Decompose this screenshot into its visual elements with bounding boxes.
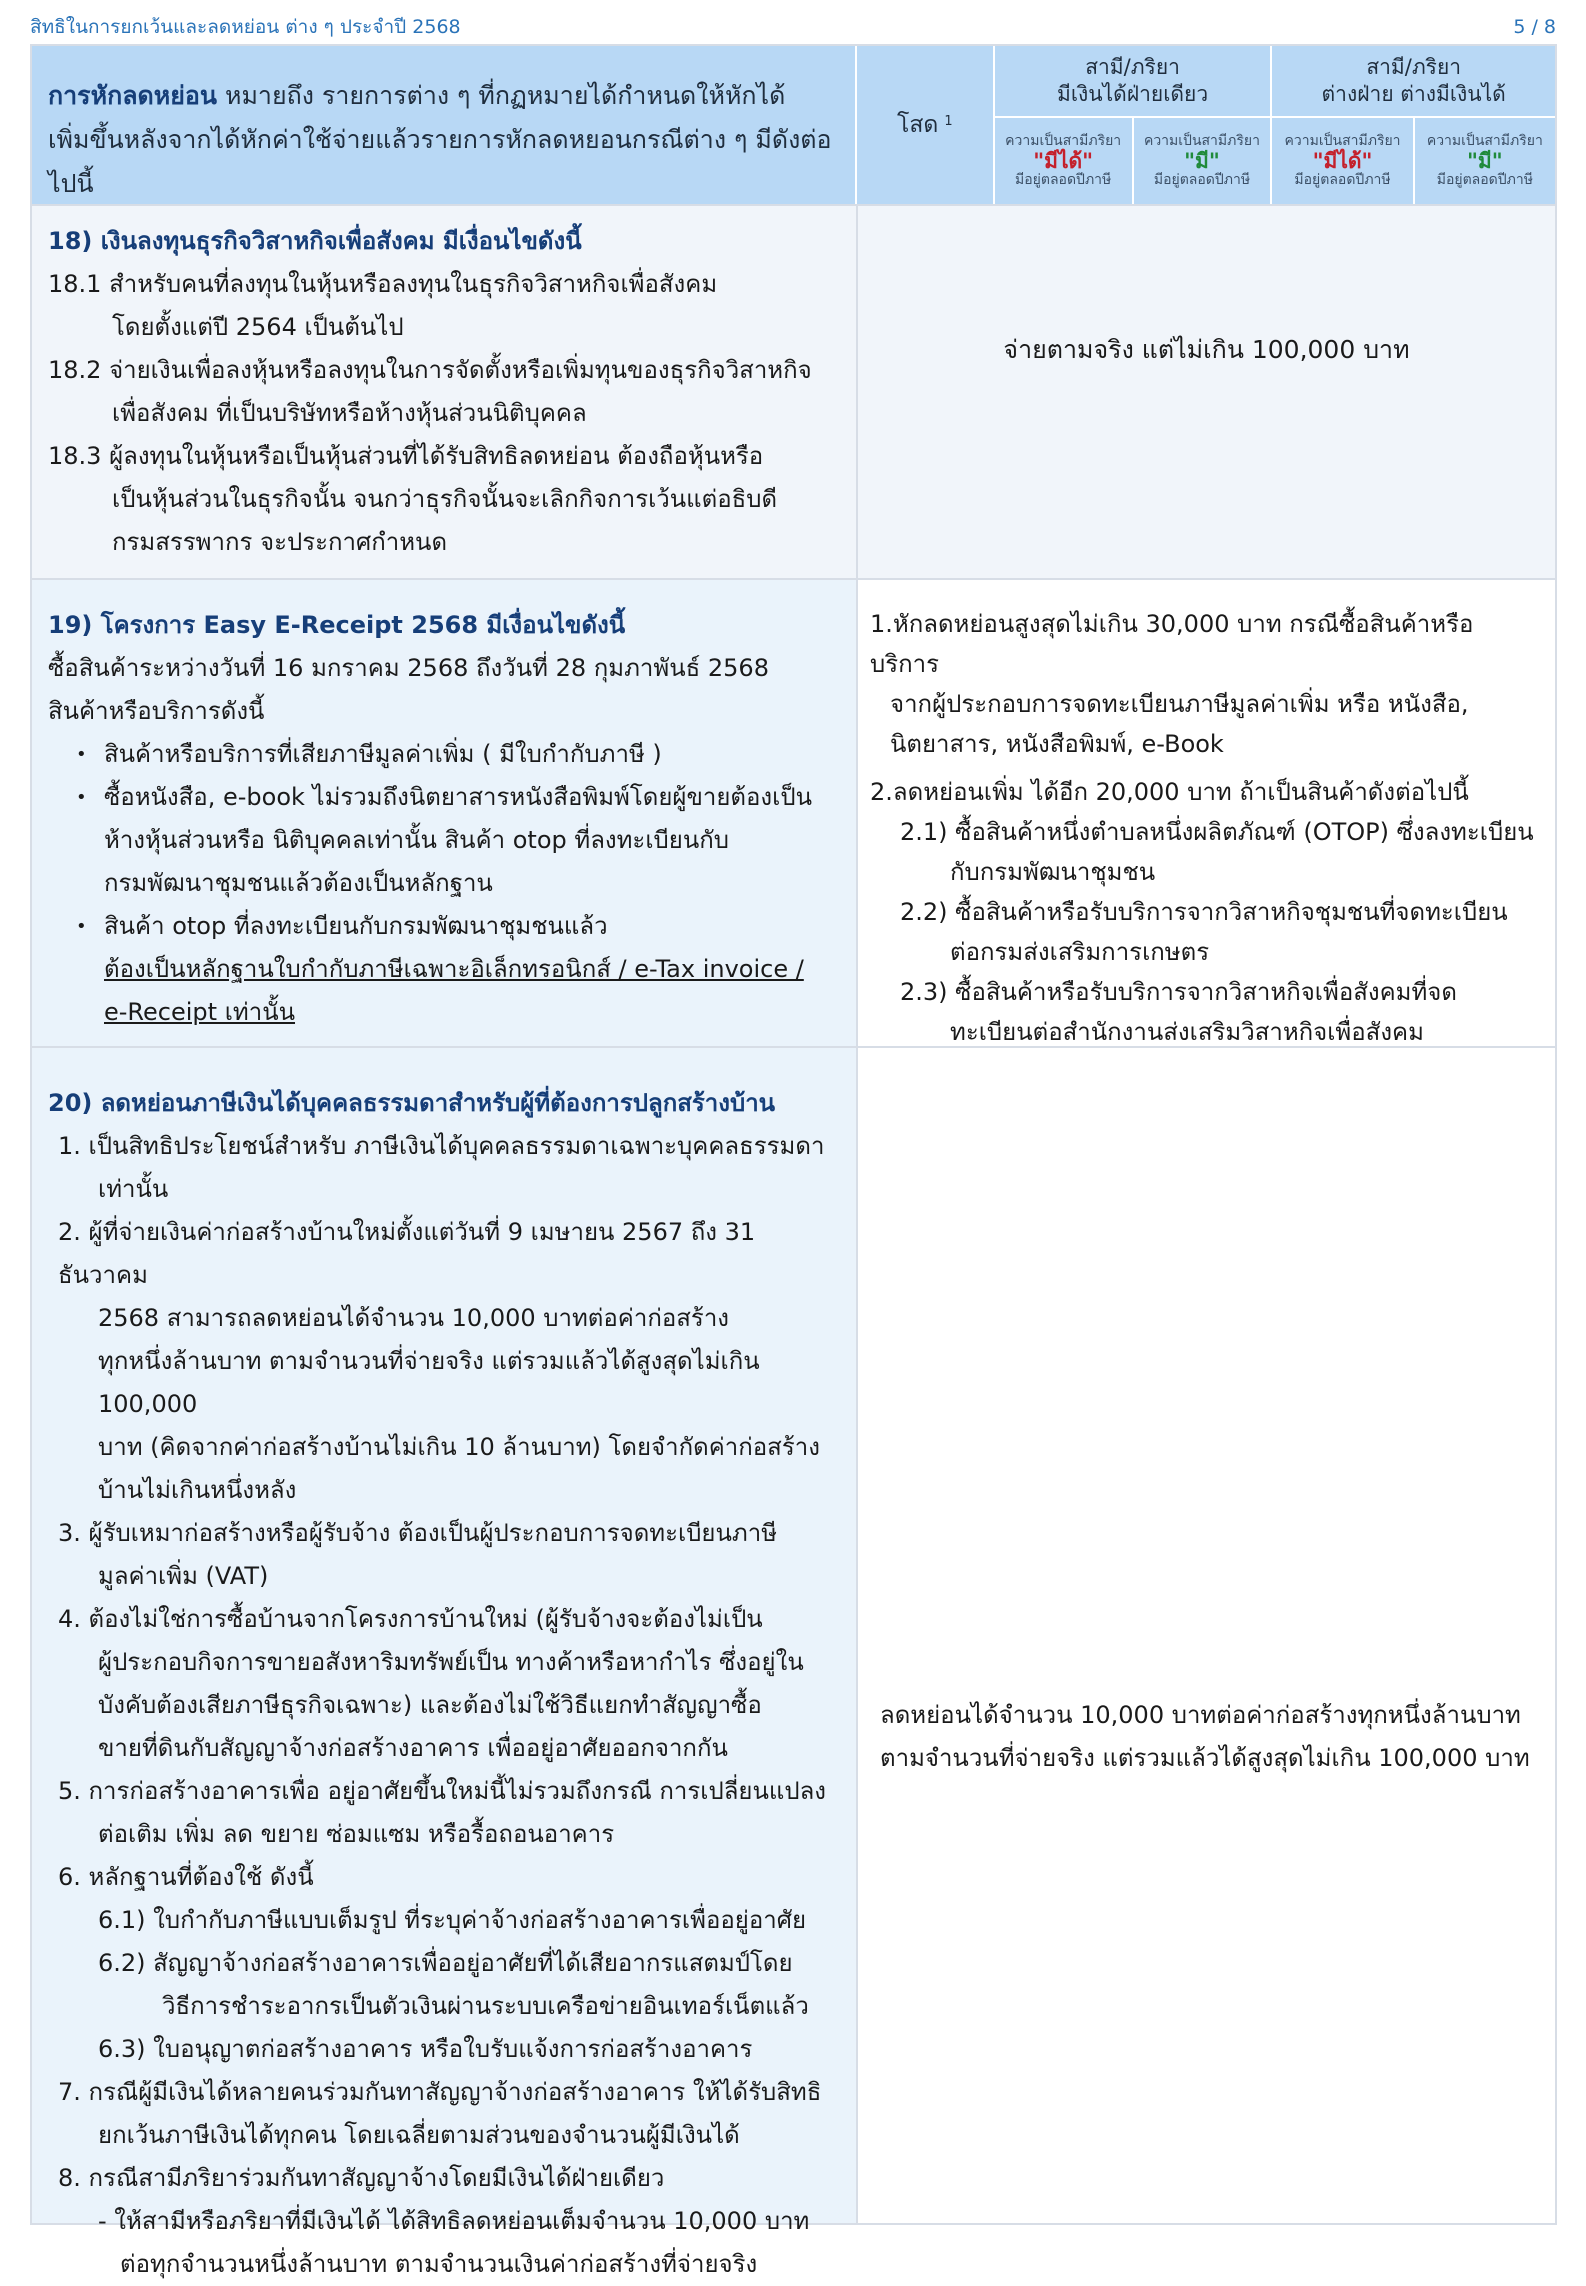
- subcolumn-married-full-year: ความเป็นสามีภริยา "มีได้" มีอยู่ตลอดปีภาษี: [995, 118, 1134, 204]
- section-19-bullets: [48, 733, 838, 1034]
- section-19-row: [32, 580, 1555, 1048]
- group1-title-line2: มีเงินได้ฝ่ายเดียว: [1056, 82, 1209, 106]
- mark-yes: "มี": [1466, 149, 1503, 173]
- single-footnote: 1: [944, 113, 953, 129]
- section-18-title: 18) เงินลงทุนธุรกิจวิสาหกิจเพื่อสังคม มีเงื่อนไขดังนี้: [48, 227, 582, 255]
- subcolumn-married-full-year: ความเป็นสามีภริยา "มีได้" มีอยู่ตลอดปีภาษี: [1272, 118, 1414, 204]
- intro-line2: เพิ่มขึ้นหลังจากได้หักค่าใช้จ่ายแล้วรายการหักลดหยอนกรณีต่าง ๆ มีดังต่อไปนี้: [48, 125, 832, 198]
- section-20-list: 1. เป็นสิทธิประโยชน์สำหรับ ภาษีเงินได้บุคคลธรรมดาเฉพาะบุคคลธรรมดา เท่านั้น 2. ผู้ที่จ่ายเงินค่าก่อสร้างบ้านใหม่ตั้งแต่วันที่ 9 เมษายน 2567 ถึง 31 ธันวาคม 2568 สามารถลดหย่อนได้จำนวน 10,000 บาทต่อค่าก่อสร้าง ทุกหนึ่งล้านบาท ตามจำนวนที่จ่ายจริง แต่รวมแล้วได้สูงสุดไม่เกิน 100,000 บาท (คิดจากค่าก่อสร้างบ้านไม่เกิน 10 ล้านบาท) โดยจำกัดค่าก่อสร้าง บ้านไม่เกินหนึ่งหลัง 3. ผู้รับเหมาก่อสร้างหรือผู้รับจ้าง ต้องเป็นผู้ประกอบการจดทะเบียนภาษี มูลค่าเพิ่ม (VAT) 4. ต้องไม่ใช่การซื้อบ้านจากโครงการบ้านใหม่ (ผู้รับจ้างจะต้องไม่เป็น ผู้ประกอบกิจการขายอสังหาริมทรัพย์เป็น ทางค้าหรือหากำไร ซึ่งอยู่ใน บังคับต้องเสียภาษีธุรกิจเฉพาะ) และต้องไม่ใช้วิธีแยกทำสัญญาซื้อ ขายที่ดินกับสัญญาจ้างก่อสร้างอาคาร เพื่ออยู่อาศัยออกจากกัน 5. การก่อสร้างอาคารเพื่อ อยู่อาศัยขึ้นใหม่นี้ไม่รวมถึงกรณี การเปลี่ยนแปลง ต่อเติม เพิ่ม ลด ขยาย ซ่อมแซม หรือรื้อถอนอาคาร 6. หลักฐานที่ต้องใช้ ดังนี้ 6.1) ใบกำกับภาษีแบบเต็มรูป ที่ระบุค่าจ้างก่อสร้างอาคารเพื่ออยู่อาศัย 6.2) สัญญาจ้างก่อสร้างอาคารเพื่ออยู่อาศัยที่ได้เสียอากรแสตมป์โดย วิธีการชำระอากรเป็นตัวเงินผ่านระบบเครือข่ายอินเทอร์เน็ตแล้ว 6.3) ใบอนุญาตก่อสร้างอาคาร หรือใบรับแจ้งการก่อสร้างอาคาร 7. กรณีผู้มีเงินได้หลายคนร่วมกันทาสัญญาจ้างก่อสร้างอาคาร ให้ได้รับสิทธิ ยกเว้นภาษีเงินได้ทุกคน โดยเฉลี่ยตามส่วนของจำนวนผู้มีเงินได้ 8. กรณีสามีภริยาร่วมกันทาสัญญาจ้างโดยมีเงินได้ฝ่ายเดียว - ให้สามีหรือภริยาที่มีเงินได้ ได้สิทธิลดหย่อนเต็มจำนวน 10,000 บาท ต่อทุกจำนวนหนึ่งล้านบาท ตามจำนวนเงินค่าก่อสร้างที่จ่ายจริง: [58, 1132, 827, 2278]
- intro-term: การหักลดหย่อน: [48, 81, 218, 110]
- mark-yes-full: "มีได้": [1312, 149, 1373, 173]
- page-header: [30, 12, 1556, 42]
- column-single: [857, 46, 995, 204]
- section-19-details: 19) โครงการ Easy E-Receipt 2568 มีเงื่อนไขดังนี้ ซื้อสินค้าระหว่างวันที่ 16 มกราคม 2568 ถึงวันที่ 28 กุมภาพันธ์ 2568 สินค้าหรือบริการดังนี้ • สินค้าหรือบริการที่เสียภาษีมูลค่าเพิ่ม ( มีใบกำกับภาษี ) • ซื้อหนังสือ, e-book ไม่รวมถึงนิตยาสารหนังสือพิมพ์โดยผู้ขายต้องเป็น ห้างหุ้นส่วนหรือ นิติบุคคลเท่านั้น สินค้า otop ที่ลงทะเบียนกับ กรมพัฒนาชุมชนแล้วต้องเป็นหลักฐาน • สินค้า otop ที่ลงทะเบียนกับกรมพัฒนาชุมชนแล้ว ต้องเป็นหลักฐานใบกำกับภาษีเฉพาะอิเล็กทรอนิกส์ / e-Tax invoice / e-Receipt เท่านั้น: [32, 580, 858, 1046]
- section-19-amount: 1.หักลดหย่อนสูงสุดไม่เกิน 30,000 บาท กรณีซื้อสินค้าหรือบริการ จากผู้ประกอบการจดทะเบียนภาษีมูลค่าเพิ่ม หรือ หนังสือ, นิตยาสาร, หนังสือพิมพ์, e-Book 2.ลดหย่อนเพิ่ม ได้อีก 20,000 บาท ถ้าเป็นสินค้าดังต่อไปนี้ 2.1) ซื้อสินค้าหนึ่งตำบลหนึ่งผลิตภัณฑ์ (OTOP) ซึ่งลงทะเบียน กับกรมพัฒนาชุมชน 2.2) ซื้อสินค้าหรือรับบริการจากวิสาหกิจชุมชนที่จดทะเบียน ต่อกรมส่งเสริมการเกษตร 2.3) ซื้อสินค้าหรือรับบริการจากวิสาหกิจเพื่อสังคมที่จด ทะเบียนต่อสำนักงานส่งเสริมวิสาหกิจเพื่อสังคม: [858, 580, 1555, 1046]
- mark-yes: "มี": [1184, 149, 1220, 173]
- page-number: 5 / 8: [1513, 16, 1556, 38]
- column-group-both-income: [1272, 46, 1555, 204]
- column-group-one-income: [995, 46, 1273, 204]
- list-item: • ซื้อหนังสือ, e-book ไม่รวมถึงนิตยาสารหนังสือพิมพ์โดยผู้ขายต้องเป็น ห้างหุ้นส่วนหรือ นิติบุคคลเท่านั้น สินค้า otop ที่ลงทะเบียนกับ กรมพัฒนาชุมชนแล้วต้องเป็นหลักฐาน: [76, 783, 812, 897]
- section-20-title: 20) ลดหย่อนภาษีเงินได้บุคคลธรรมดาสำหรับผู้ที่ต้องการปลูกสร้างบ้าน: [48, 1089, 776, 1117]
- mark-yes-full: "มีได้": [1033, 149, 1094, 173]
- single-label: โสด: [897, 112, 939, 138]
- group2-title-line2: ต่างฝ่าย ต่างมีเงินได้: [1321, 82, 1506, 106]
- subcolumn-married-has: ความเป็นสามีภริยา "มี" มีอยู่ตลอดปีภาษี: [1143, 133, 1260, 188]
- section-18-row: [32, 206, 1555, 580]
- section-20-amount: ลดหย่อนได้จำนวน 10,000 บาทต่อค่าก่อสร้างทุกหนึ่งล้านบาท ตามจำนวนที่จ่ายจริง แต่รวมแล้วได้สูงสุดไม่เกิน 100,000 บาท: [858, 1048, 1555, 2223]
- section-20-row: [32, 1048, 1555, 2278]
- table-header: [32, 46, 1555, 206]
- header-intro: [32, 46, 857, 204]
- section-18-amount: จ่ายตามจริง แต่ไม่เกิน 100,000 บาท: [858, 206, 1555, 578]
- group1-title-line1: สามี/ภริยา: [1085, 55, 1180, 79]
- list-item: • สินค้าหรือบริการที่เสียภาษีมูลค่าเพิ่ม ( มีใบกำกับภาษี ): [76, 740, 662, 768]
- list-item: • สินค้า otop ที่ลงทะเบียนกับกรมพัฒนาชุมชนแล้ว ต้องเป็นหลักฐานใบกำกับภาษีเฉพาะอิเล็กทรอนิกส์ / e-Tax invoice / e-Receipt เท่านั้น: [76, 912, 804, 1026]
- intro-line1: หมายถึง รายการต่าง ๆ ที่กฏหมายได้กำหนดให้หักได้: [217, 81, 786, 110]
- section-18-details: 18) เงินลงทุนธุรกิจวิสาหกิจเพื่อสังคม มีเงื่อนไขดังนี้ 18.1 สำหรับคนที่ลงทุนในหุ้นหรือลงทุนในธุรกิจวิสาหกิจเพื่อสังคม โดยตั้งแต่ปี 2564 เป็นต้นไป 18.2 จ่ายเงินเพื่อลงหุ้นหรือลงทุนในการจัดตั้งหรือเพิ่มทุนของธุรกิจวิสาหกิจ เพื่อสังคม ที่เป็นบริษัทหรือห้างหุ้นส่วนนิติบุคคล 18.3 ผู้ลงทุนในหุ้นหรือเป็นหุ้นส่วนที่ได้รับสิทธิลดหย่อน ต้องถือหุ้นหรือ เป็นหุ้นส่วนในธุรกิจนั้น จนกว่าธุรกิจนั้นจะเลิกกิจการเว้นแต่อธิบดี กรมสรรพากร จะประกาศกำหนด: [32, 206, 858, 578]
- group2-title-line1: สามี/ภริยา: [1366, 55, 1462, 79]
- section-20-details: [32, 1048, 858, 2278]
- deduction-table: [30, 44, 1557, 2278]
- document-title: สิทธิในการยกเว้นและลดหย่อน ต่าง ๆ ประจำปี 2568: [30, 16, 461, 38]
- section-19-title: 19) โครงการ Easy E-Receipt 2568 มีเงื่อนไขดังนี้: [48, 611, 626, 639]
- subcolumn-married-has: ความเป็นสามีภริยา "มี" มีอยู่ตลอดปีภาษี: [1426, 133, 1543, 188]
